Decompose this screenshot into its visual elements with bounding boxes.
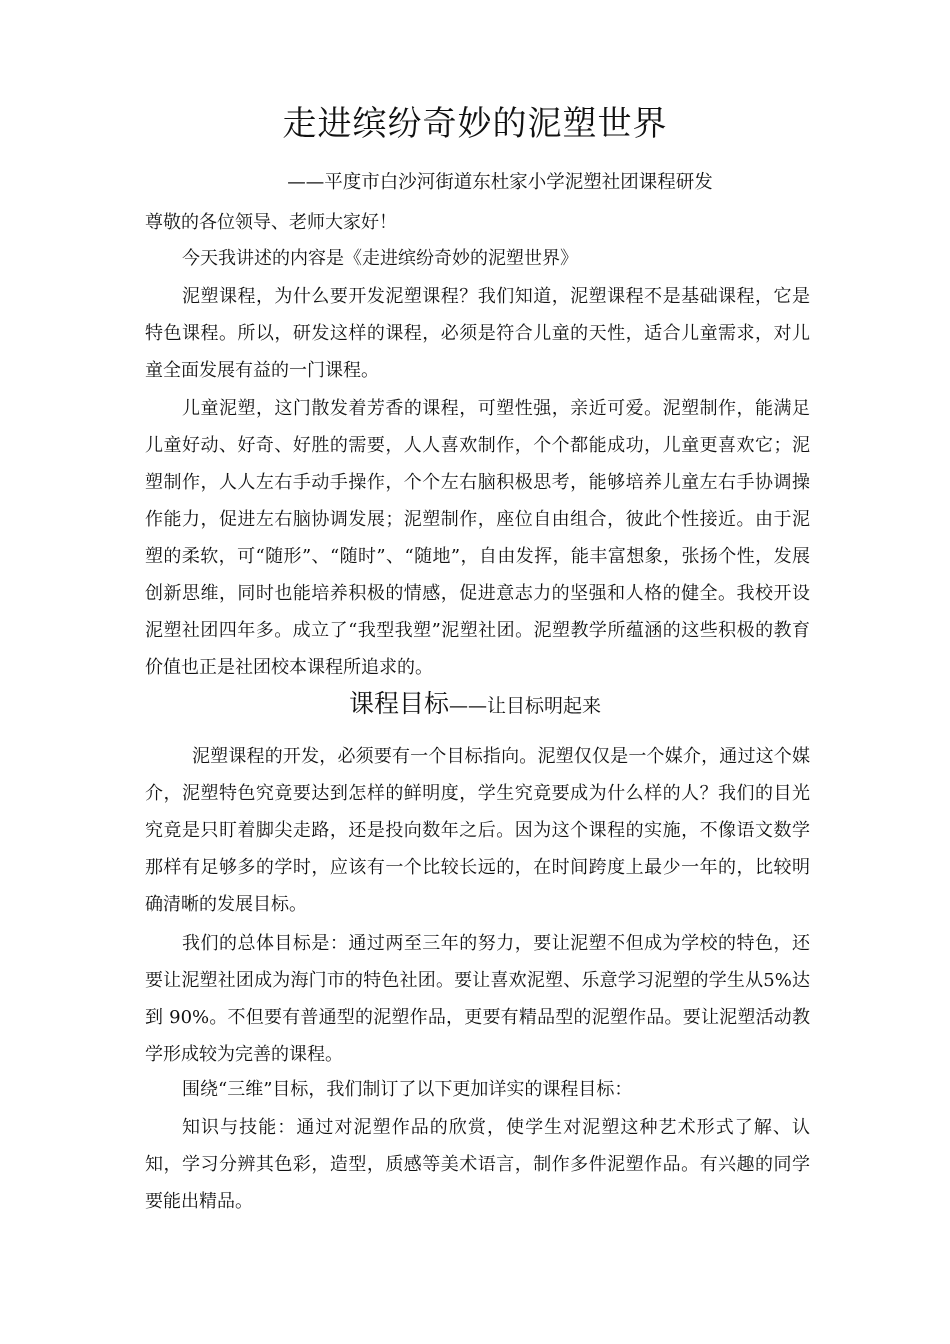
greeting: 尊敬的各位领导、老师大家好！	[145, 212, 397, 233]
paragraph-children-clay: 儿童泥塑，这门散发着芳香的课程，可塑性强，亲近可爱。泥塑制作，能满足儿童好动、好奇、好胜的需要，人人喜欢制作，个个都能成功，儿童更喜欢它；泥塑制作，人人左右手动手操作，个个左右脑积极思考，能够培养儿童左右手协调操作能力，促进左右脑协调发展；泥塑制作，座位自由组合，彼此个性接近。由于泥塑的柔软，可“随形”、“随时”、“随地”，自由发挥，能丰富想象，张扬个性，发展创新思维，同时也能培养积极的情感，促进意志力的坚强和人格的健全。我校开设泥塑社团四年多。成立了“我型我塑”泥塑社团。泥塑教学所蕴涵的这些积极的教育价值也正是社团校本课程所追求的。	[145, 398, 810, 678]
paragraph-overall-goal: 我们的总体目标是：通过两至三年的努力，要让泥塑不但成为学校的特色，还要让泥塑社团成为海门市的特色社团。要让喜欢泥塑、乐意学习泥塑的学生从5%达到 90%。不但要有普通型的泥塑作品，更要有精品型的泥塑作品。要让泥塑活动教学形成较为完善的课程。	[145, 933, 810, 1065]
paragraph-intro: 今天我讲述的内容是《走进缤纷奇妙的泥塑世界》	[182, 248, 578, 269]
paragraph-why-course: 泥塑课程，为什么要开发泥塑课程？我们知道，泥塑课程不是基础课程，它是特色课程。所以，研发这样的课程，必须是符合儿童的天性，适合儿童需求，对儿童全面发展有益的一门课程。	[145, 286, 810, 381]
paragraph-three-dimensions: 围绕“三维”目标，我们制订了以下更加详实的课程目标：	[182, 1079, 633, 1100]
document-title: 走进缤纷奇妙的泥塑世界	[282, 104, 668, 144]
document-subtitle: ——平度市白沙河街道东杜家小学泥塑社团课程研发	[287, 172, 713, 193]
section-heading	[0, 684, 950, 726]
paragraph-goal-direction: 泥塑课程的开发，必须要有一个目标指向。泥塑仅仅是一个媒介，通过这个媒介，泥塑特色究竟要达到怎样的鲜明度，学生究竟要成为什么样的人？我们的目光究竟是只盯着脚尖走路，还是投向数年之后。因为这个课程的实施，不像语文数学那样有足够多的学时，应该有一个比较长远的，在时间跨度上最少一年的，比较明确清晰的发展目标。	[145, 746, 810, 915]
section-heading-sub: ——让目标明起来	[449, 695, 602, 717]
section-heading-main: 课程目标	[348, 689, 449, 718]
paragraph-knowledge-skills: 知识与技能：通过对泥塑作品的欣赏，使学生对泥塑这种艺术形式了解、认知，学习分辨其色彩，造型，质感等美术语言，制作多件泥塑作品。有兴趣的同学要能出精品。	[145, 1117, 810, 1212]
